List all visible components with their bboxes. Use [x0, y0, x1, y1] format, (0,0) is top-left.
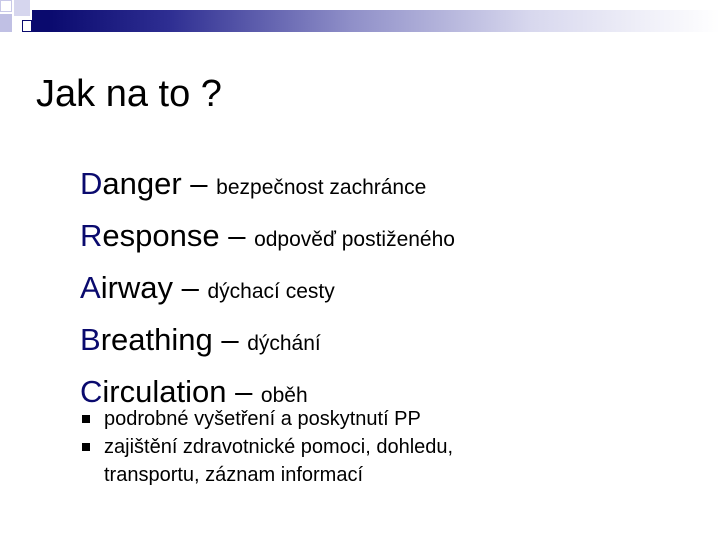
item-initial: R	[80, 218, 103, 253]
bullet-text: podrobné vyšetření a poskytnutí PP	[104, 408, 421, 430]
item-separator: –	[212, 322, 248, 357]
list-item-breathing	[80, 318, 455, 370]
item-initial: B	[80, 322, 101, 357]
header-decoration	[0, 0, 720, 36]
bullet-item	[80, 433, 540, 489]
decor-square	[0, 14, 12, 32]
decor-square	[32, 10, 48, 32]
item-separator: –	[219, 218, 255, 253]
slide-title: Jak na to ?	[36, 73, 222, 115]
item-term: esponse	[102, 218, 220, 253]
item-separator: –	[181, 166, 217, 201]
bullet-list	[80, 405, 540, 489]
square-bullet-icon	[82, 443, 90, 451]
item-term: anger	[102, 166, 182, 201]
item-term: irculation	[102, 374, 227, 409]
item-description: dýchání	[247, 332, 321, 355]
item-separator: –	[173, 270, 208, 305]
drabc-list	[80, 162, 455, 422]
list-item-danger	[80, 162, 455, 214]
bullet-text: zajištění zdravotnické pomoci, dohledu, transportu, záznam informací	[104, 436, 454, 486]
item-term: reathing	[100, 322, 213, 357]
item-initial: D	[80, 166, 103, 201]
item-description: bezpečnost zachránce	[216, 176, 427, 199]
bullet-item	[80, 405, 540, 433]
item-initial: C	[80, 374, 103, 409]
item-initial: A	[80, 270, 101, 305]
list-item-airway	[80, 266, 455, 318]
decor-square	[14, 0, 30, 16]
item-separator: –	[226, 374, 261, 409]
item-description: odpověď postiženého	[254, 228, 455, 251]
gradient-band	[48, 10, 720, 32]
decor-square	[22, 20, 32, 32]
item-term: irway	[100, 270, 174, 305]
decor-square	[0, 0, 12, 12]
item-description: oběh	[260, 384, 308, 407]
item-description: dýchací cesty	[207, 280, 335, 303]
list-item-response	[80, 214, 455, 266]
square-bullet-icon	[82, 415, 90, 423]
